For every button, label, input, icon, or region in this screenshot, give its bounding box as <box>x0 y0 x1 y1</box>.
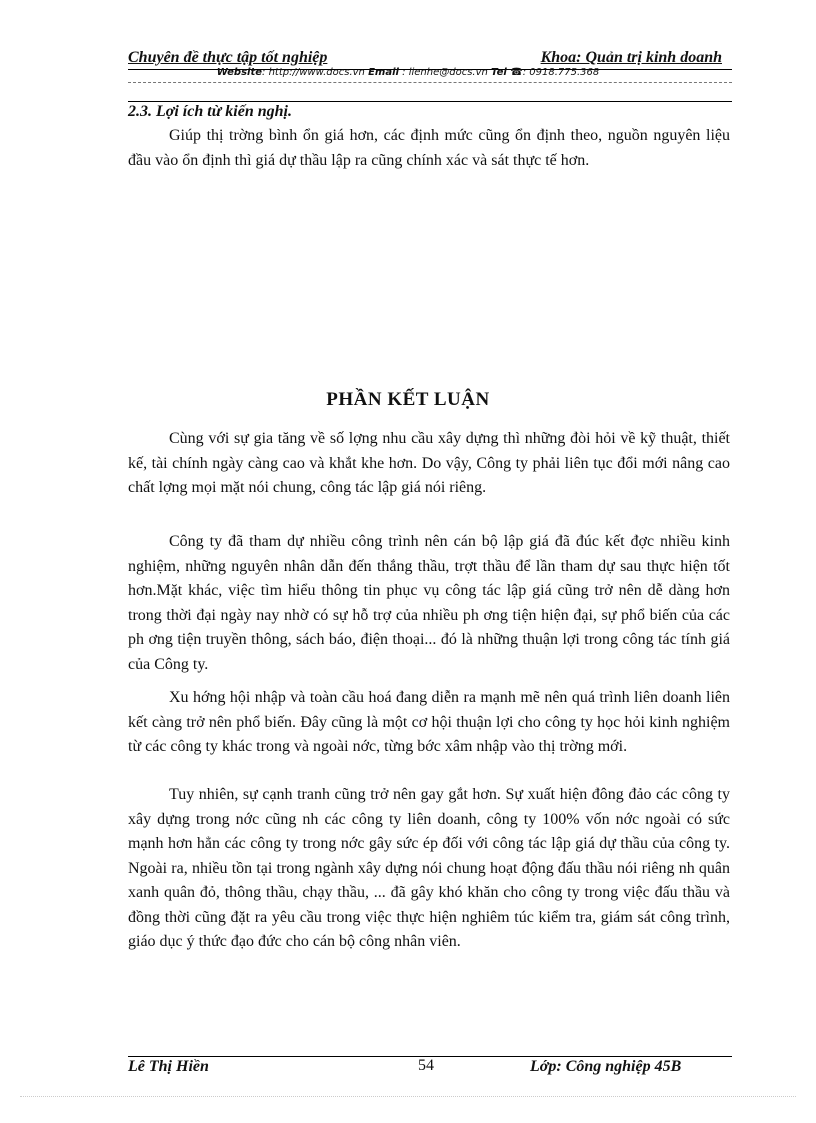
website-label: Website <box>216 67 263 78</box>
header-contact-line <box>0 67 816 78</box>
header-title: Chuyên đề thực tập tốt nghiệp <box>128 49 328 66</box>
footer-class: Lớp: Công nghiệp 45B <box>530 1058 682 1075</box>
section-heading: 2.3. Lợi ích từ kiến nghị. <box>128 103 292 120</box>
website-value: : http://www.docs.vn <box>262 67 365 78</box>
page-bottom-border <box>20 1096 796 1097</box>
header-divider <box>128 82 732 83</box>
conclusion-paragraph-3: Xu hớng hội nhập và toàn cầu hoá đang diễn ra mạnh mẽ nên quá trình liên doanh liên kết càng trở nên phổ biến. Đây cũng là một cơ hội thuận lợi cho công ty học hỏi kinh nghiệm từ các công ty khác trong và ngoài nớc, từng bớc xâm nhập vào thị trờng mới. <box>128 689 730 755</box>
email-value: : lienhe@docs.vn <box>402 67 488 78</box>
header-faculty: Khoa: Quản trị kinh doanh <box>540 49 722 66</box>
conclusion-paragraph-1: Cùng với sự gia tăng về số lợng nhu cầu xây dựng thì những đòi hỏi về kỹ thuật, thiết kế, tài chính ngày càng cao và khắt khe hơn. Do vậy, Công ty phải liên tục đổi mới nâng cao chất lợng mọi mặt nói chung, công tác lập giá nói riêng. <box>128 430 730 496</box>
tel-label: Tel ☎ <box>491 67 523 78</box>
tel-value: : 0918.775.368 <box>522 67 600 78</box>
footer-author: Lê Thị Hiền <box>128 1058 209 1075</box>
page-number: 54 <box>418 1057 434 1074</box>
conclusion-paragraph-2: Công ty đã tham dự nhiều công trình nên cán bộ lập giá đã đúc kết đợc nhiều kinh nghiệm, những nguyên nhân dẫn đến thắng thầu, trợt thầu để lần tham dự sau thực hiện tốt hơn.Mặt khác, việc tìm hiểu thông tin phục vụ công tác lập giá cũng trở nên dễ dàng hơn trong thời đại ngày nay nhờ có sự hỗ trợ của nhiều ph ơng tiện hiện đại, sự phổ biến của các ph ơng tiện truyền thông, sách báo, điện thoại... đó là những thuận lợi trong công tác tính giá của Công ty. <box>128 533 730 673</box>
part-title: PHẦN KẾT LUẬN <box>326 389 490 410</box>
conclusion-paragraph-4: Tuy nhiên, sự cạnh tranh cũng trở nên gay gắt hơn. Sự xuất hiện đông đảo các công ty xây dựng trong nớc cũng nh các công ty liên doanh, công ty 100% vốn nớc ngoài có sức mạnh hơn hẳn các công ty trong nớc gây sức ép đối với công tác lập giá dự thầu của công ty. Ngoài ra, nhiều tồn tại trong ngành xây dựng nói chung hoạt động đấu thầu nói riêng nh quân xanh quân đỏ, thông thầu, chạy thầu, ... đã gây khó khăn cho công ty trong việc đấu thầu và đồng thời cũng đặt ra yêu cầu trong việc thực hiện nghiêm túc kiểm tra, giám sát công trình, giáo dục ý thức đạo đức cho cán bộ công nhân viên. <box>128 786 730 950</box>
header-divider-bottom <box>128 101 732 102</box>
section-paragraph: Giúp thị trờng bình ổn giá hơn, các định mức cũng ổn định theo, nguồn nguyên liệu đầu vào ổn định thì giá dự thầu lập ra cũng chính xác và sát thực tế hơn. <box>128 127 730 169</box>
email-label: Email <box>368 67 399 78</box>
